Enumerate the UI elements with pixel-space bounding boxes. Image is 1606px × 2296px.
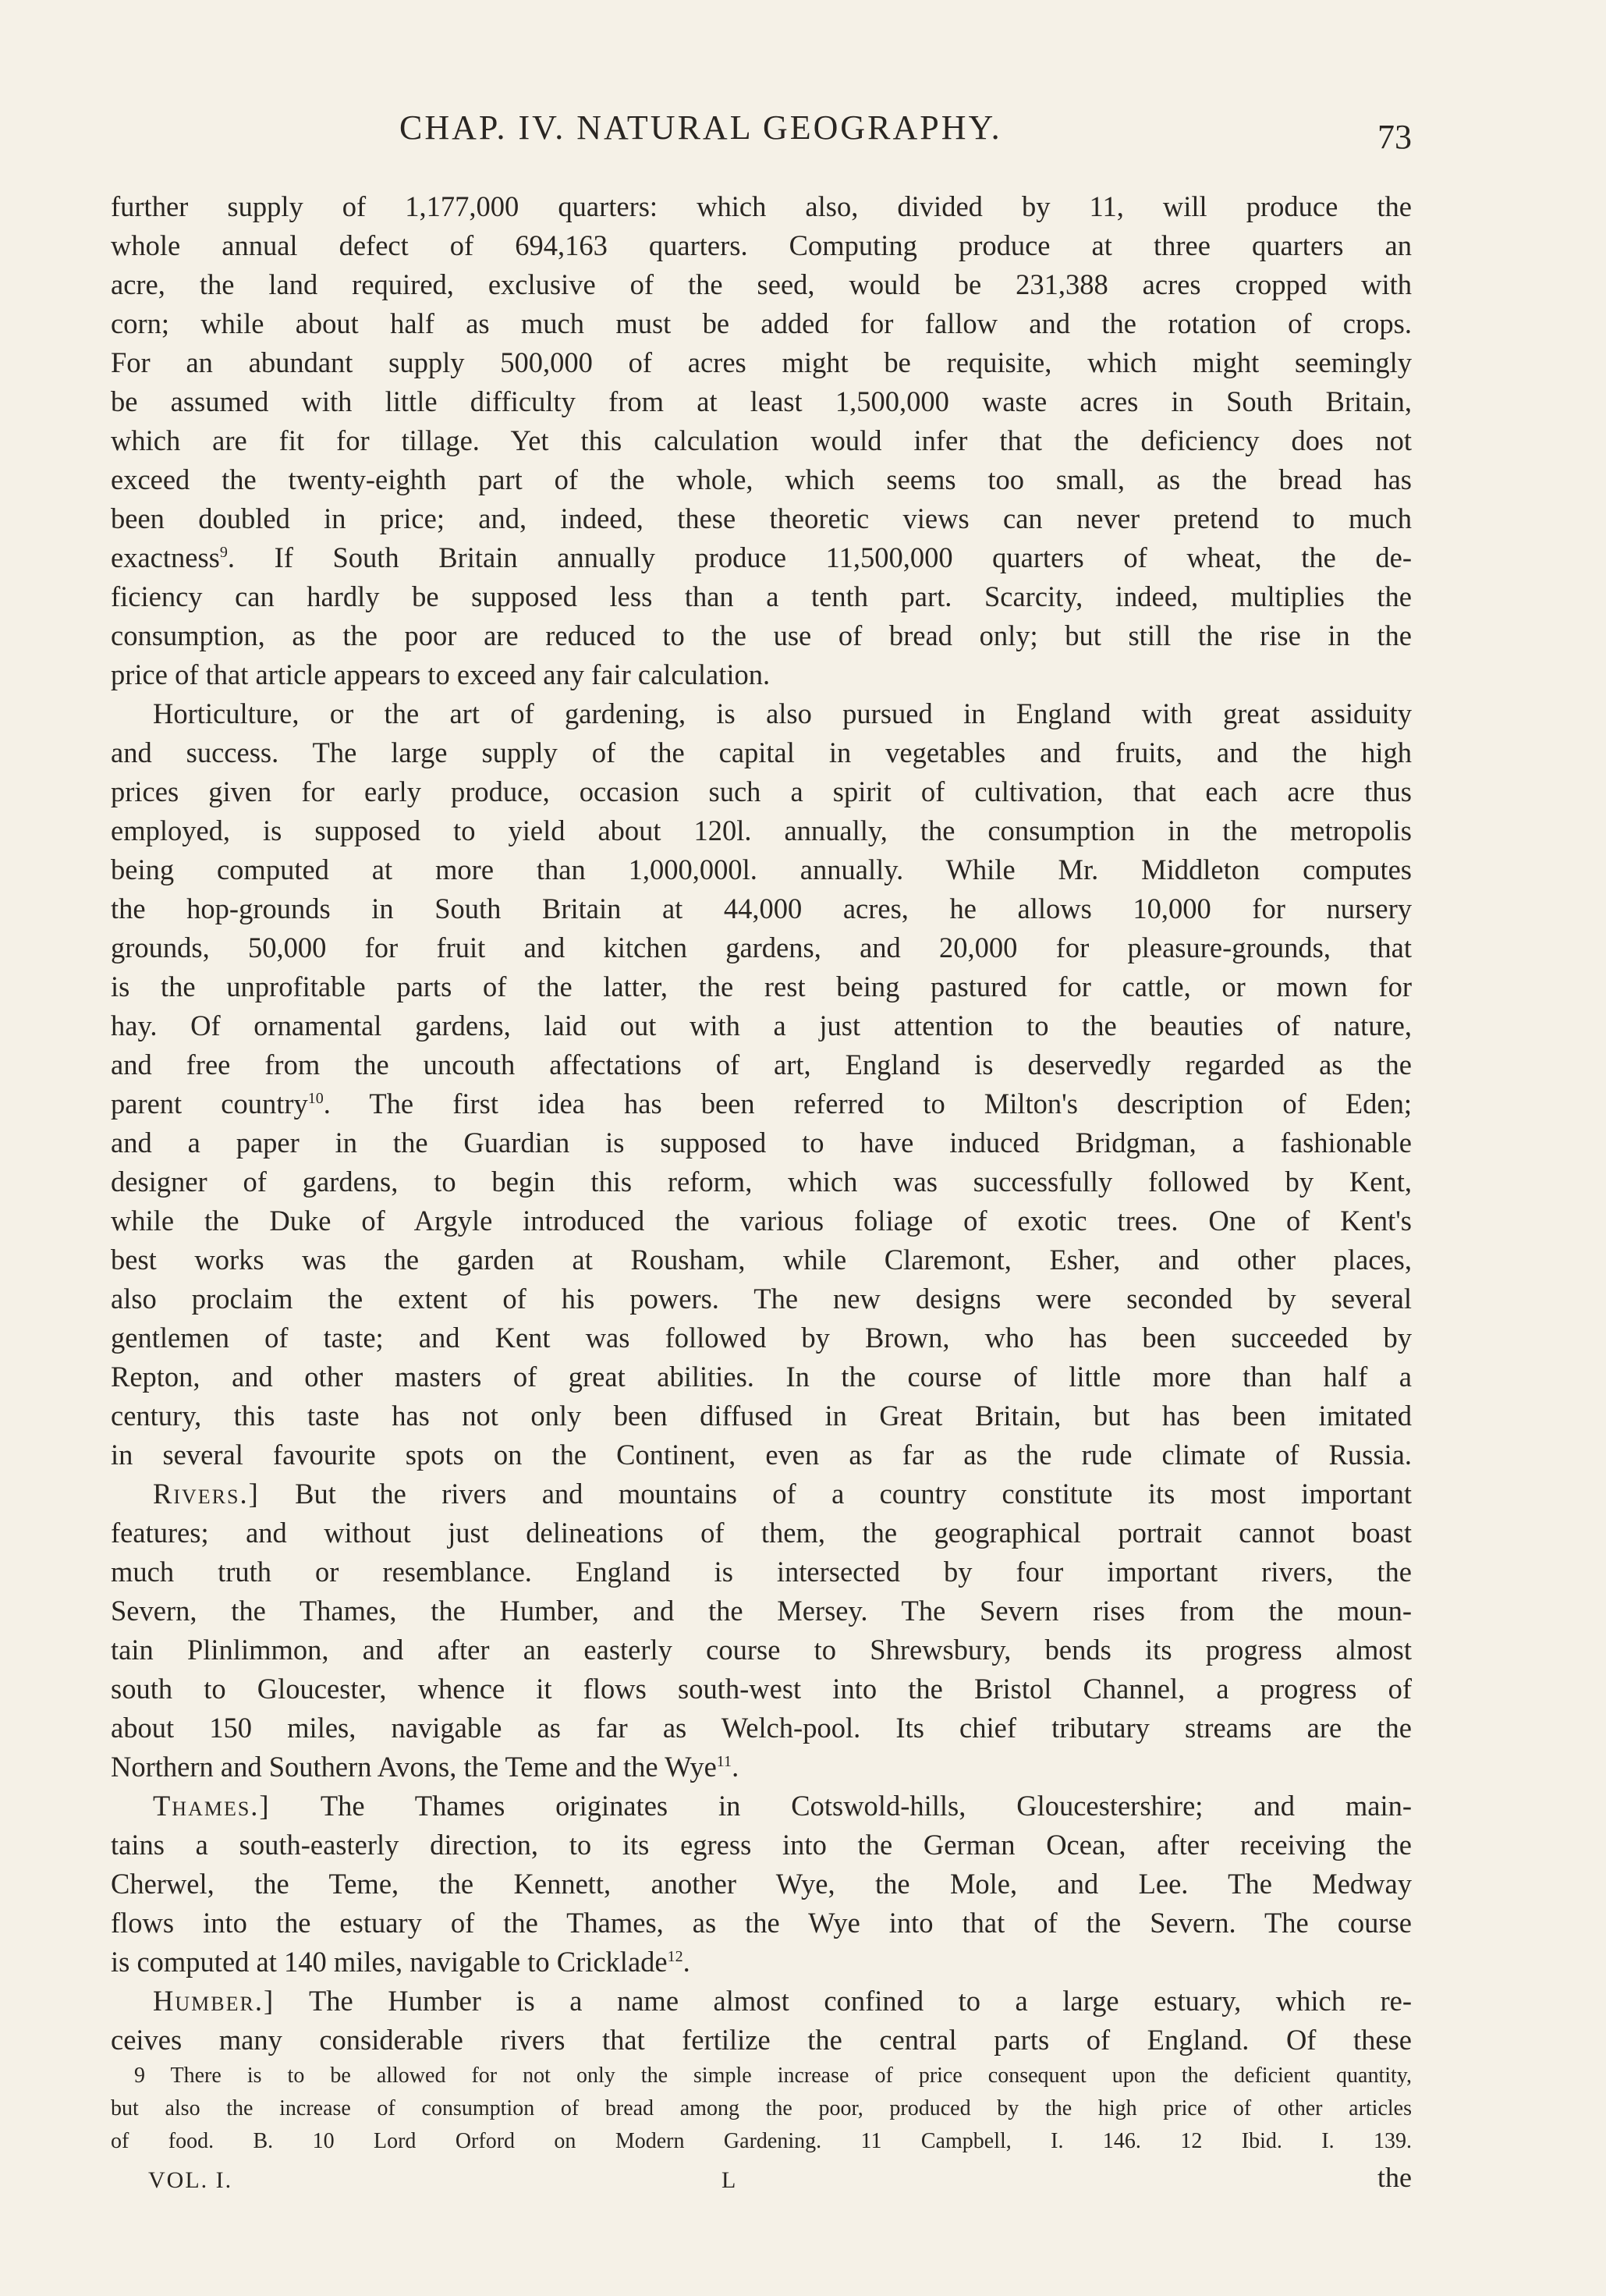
text-span: . — [682, 1946, 690, 1978]
text-line: grounds, 50,000 for fruit and kitchen gardens, and 20,000 for pleasure-grounds, that — [111, 932, 1412, 963]
text-line: being computed at more than 1,000,000l. annually. While Mr. Middleton computes — [111, 853, 1412, 885]
text-line — [111, 1787, 1412, 1826]
text-line: designer of gardens, to begin this reform, which was successfully followed by Kent, — [111, 1166, 1412, 1198]
footnotes — [111, 2060, 1412, 2158]
text-span: The Thames originates in Cotswold-hills, Gloucestershire; and main- — [320, 1790, 1412, 1822]
footnote-ref: 10 — [307, 1089, 324, 1107]
text-line: tain Plinlimmon, and after an easterly course to Shrewsbury, bends its progress almost — [111, 1634, 1412, 1666]
footnote-ref: 11 — [716, 1752, 732, 1770]
text-line: in several favourite spots on the Continent, even as far as the rude climate of Russia. — [111, 1439, 1412, 1471]
text-line: the hop-grounds in South Britain at 44,000 acres, he allows 10,000 for nursery — [111, 892, 1412, 924]
text-span: . The first idea has been referred to Milton's description of Eden; — [323, 1088, 1412, 1120]
running-header — [109, 108, 1412, 162]
text-span: exactness — [111, 541, 220, 573]
text-span: But the rivers and mountains of a country constitute its most important — [295, 1478, 1413, 1510]
text-line — [111, 538, 1412, 577]
text-line: Cherwel, the Teme, the Kennett, another Wye, the Mole, and Lee. The Medway — [111, 1868, 1412, 1900]
text-line: best works was the garden at Rousham, while Claremont, Esher, and other places, — [111, 1244, 1412, 1276]
footnote-ref: 9 — [219, 543, 228, 561]
footnote-ref: 12 — [667, 1947, 683, 1965]
section-head-humber: Humber.] — [153, 1985, 275, 2017]
text-line: also proclaim the extent of his powers. The new designs were seconded by several — [111, 1283, 1412, 1315]
catchword: the — [1377, 2162, 1412, 2193]
text-line — [111, 1982, 1412, 2021]
footnote-line: 9 There is to be allowed for not only the simple increase of price consequent upon the deficient quantity, — [134, 2064, 1412, 2088]
footnote-line: of food. B. 10 Lord Orford on Modern Gardening. 11 Campbell, I. 146. 12 Ibid. I. 139. — [111, 2129, 1412, 2153]
text-line: which are fit for tillage. Yet this calculation would infer that the deficiency does not — [111, 424, 1412, 456]
text-line — [111, 1474, 1412, 1514]
text-line: consumption, as the poor are reduced to the use of bread only; but still the rise in the — [111, 619, 1412, 651]
text-span: parent country — [111, 1088, 308, 1120]
text-span: . If South Britain annually produce 11,500,000 quarters of wheat, the de- — [227, 541, 1412, 573]
text-line: century, this taste has not only been diffused in Great Britain, but has been imitated — [111, 1400, 1412, 1432]
text-line: much truth or resemblance. England is intersected by four important rivers, the — [111, 1556, 1412, 1588]
text-line: been doubled in price; and, indeed, these theoretic views can never pretend to much — [111, 502, 1412, 534]
text-line: whole annual defect of 694,163 quarters. Computing produce at three quarters an — [111, 229, 1412, 261]
page-footer — [148, 2161, 1412, 2200]
text-line: while the Duke of Argyle introduced the various foliage of exotic trees. One of Kent's — [111, 1205, 1412, 1237]
text-line: Repton, and other masters of great abilities. In the course of little more than half a — [111, 1361, 1412, 1393]
text-span: is computed at 140 miles, navigable to Cricklade — [111, 1946, 668, 1978]
signature-mark: L — [721, 2167, 736, 2193]
footnote-line: but also the increase of consumption of bread among the poor, produced by the high price of other articles — [111, 2096, 1412, 2120]
text-line — [111, 1943, 1412, 1982]
text-line: ceives many considerable rivers that fertilize the central parts of England. Of these — [111, 2024, 1412, 2056]
section-head-thames: Thames.] — [153, 1790, 271, 1822]
text-line: price of that article appears to exceed any fair calculation. — [111, 658, 771, 690]
text-line: and success. The large supply of the capital in vegetables and fruits, and the high — [111, 736, 1412, 768]
text-span: . — [732, 1751, 739, 1783]
text-line: hay. Of ornamental gardens, laid out with a just attention to the beauties of nature, — [111, 1010, 1412, 1042]
text-line — [111, 1748, 1412, 1787]
text-line: gentlemen of taste; and Kent was followed by Brown, who has been succeeded by — [111, 1322, 1412, 1354]
volume-mark: VOL. I. — [148, 2167, 233, 2193]
text-line: is the unprofitable parts of the latter, the rest being pastured for cattle, or mown for — [111, 971, 1412, 1003]
text-line: be assumed with little difficulty from at least 1,500,000 waste acres in South Britain, — [111, 385, 1412, 417]
text-line — [111, 1084, 1412, 1123]
section-head-rivers: Rivers.] — [153, 1478, 260, 1510]
text-span: Northern and Southern Avons, the Teme and the Wye — [111, 1751, 717, 1783]
running-title: CHAP. IV. NATURAL GEOGRAPHY. — [399, 108, 1002, 147]
page-number: 73 — [1377, 118, 1412, 156]
text-line: prices given for early produce, occasion such a spirit of cultivation, that each acre thus — [111, 775, 1412, 807]
text-line: flows into the estuary of the Thames, as the Wye into that of the Severn. The course — [111, 1907, 1412, 1939]
text-line: employed, is supposed to yield about 120l. annually, the consumption in the metropolis — [111, 814, 1412, 846]
text-line: corn; while about half as much must be added for fallow and the rotation of crops. — [111, 307, 1412, 339]
text-line: exceed the twenty-eighth part of the whole, which seems too small, as the bread has — [111, 463, 1412, 495]
text-line: ficiency can hardly be supposed less than a tenth part. Scarcity, indeed, multiplies the — [111, 580, 1412, 612]
text-line: acre, the land required, exclusive of the seed, would be 231,388 acres cropped with — [111, 268, 1412, 300]
text-line: further supply of 1,177,000 quarters: which also, divided by 11, will produce the — [111, 190, 1412, 222]
text-line: Severn, the Thames, the Humber, and the Mersey. The Severn rises from the moun- — [111, 1595, 1412, 1627]
body-text — [111, 187, 1412, 2060]
text-line: tains a south-easterly direction, to its egress into the German Ocean, after receiving the — [111, 1829, 1412, 1861]
text-line: features; and without just delineations of them, the geographical portrait cannot boast — [111, 1517, 1412, 1549]
text-line: and a paper in the Guardian is supposed to have induced Bridgman, a fashionable — [111, 1127, 1412, 1159]
text-line: Horticulture, or the art of gardening, is also pursued in England with great assiduity — [153, 697, 1412, 729]
text-line: south to Gloucester, whence it flows south-west into the Bristol Channel, a progress of — [111, 1673, 1412, 1705]
text-line: For an abundant supply 500,000 of acres might be requisite, which might seemingly — [111, 346, 1412, 378]
text-line: about 150 miles, navigable as far as Welch-pool. Its chief tributary streams are the — [111, 1712, 1412, 1744]
text-span: The Humber is a name almost confined to a large estuary, which re- — [308, 1985, 1412, 2017]
text-line: and free from the uncouth affectations of art, England is deservedly regarded as the — [111, 1049, 1412, 1081]
